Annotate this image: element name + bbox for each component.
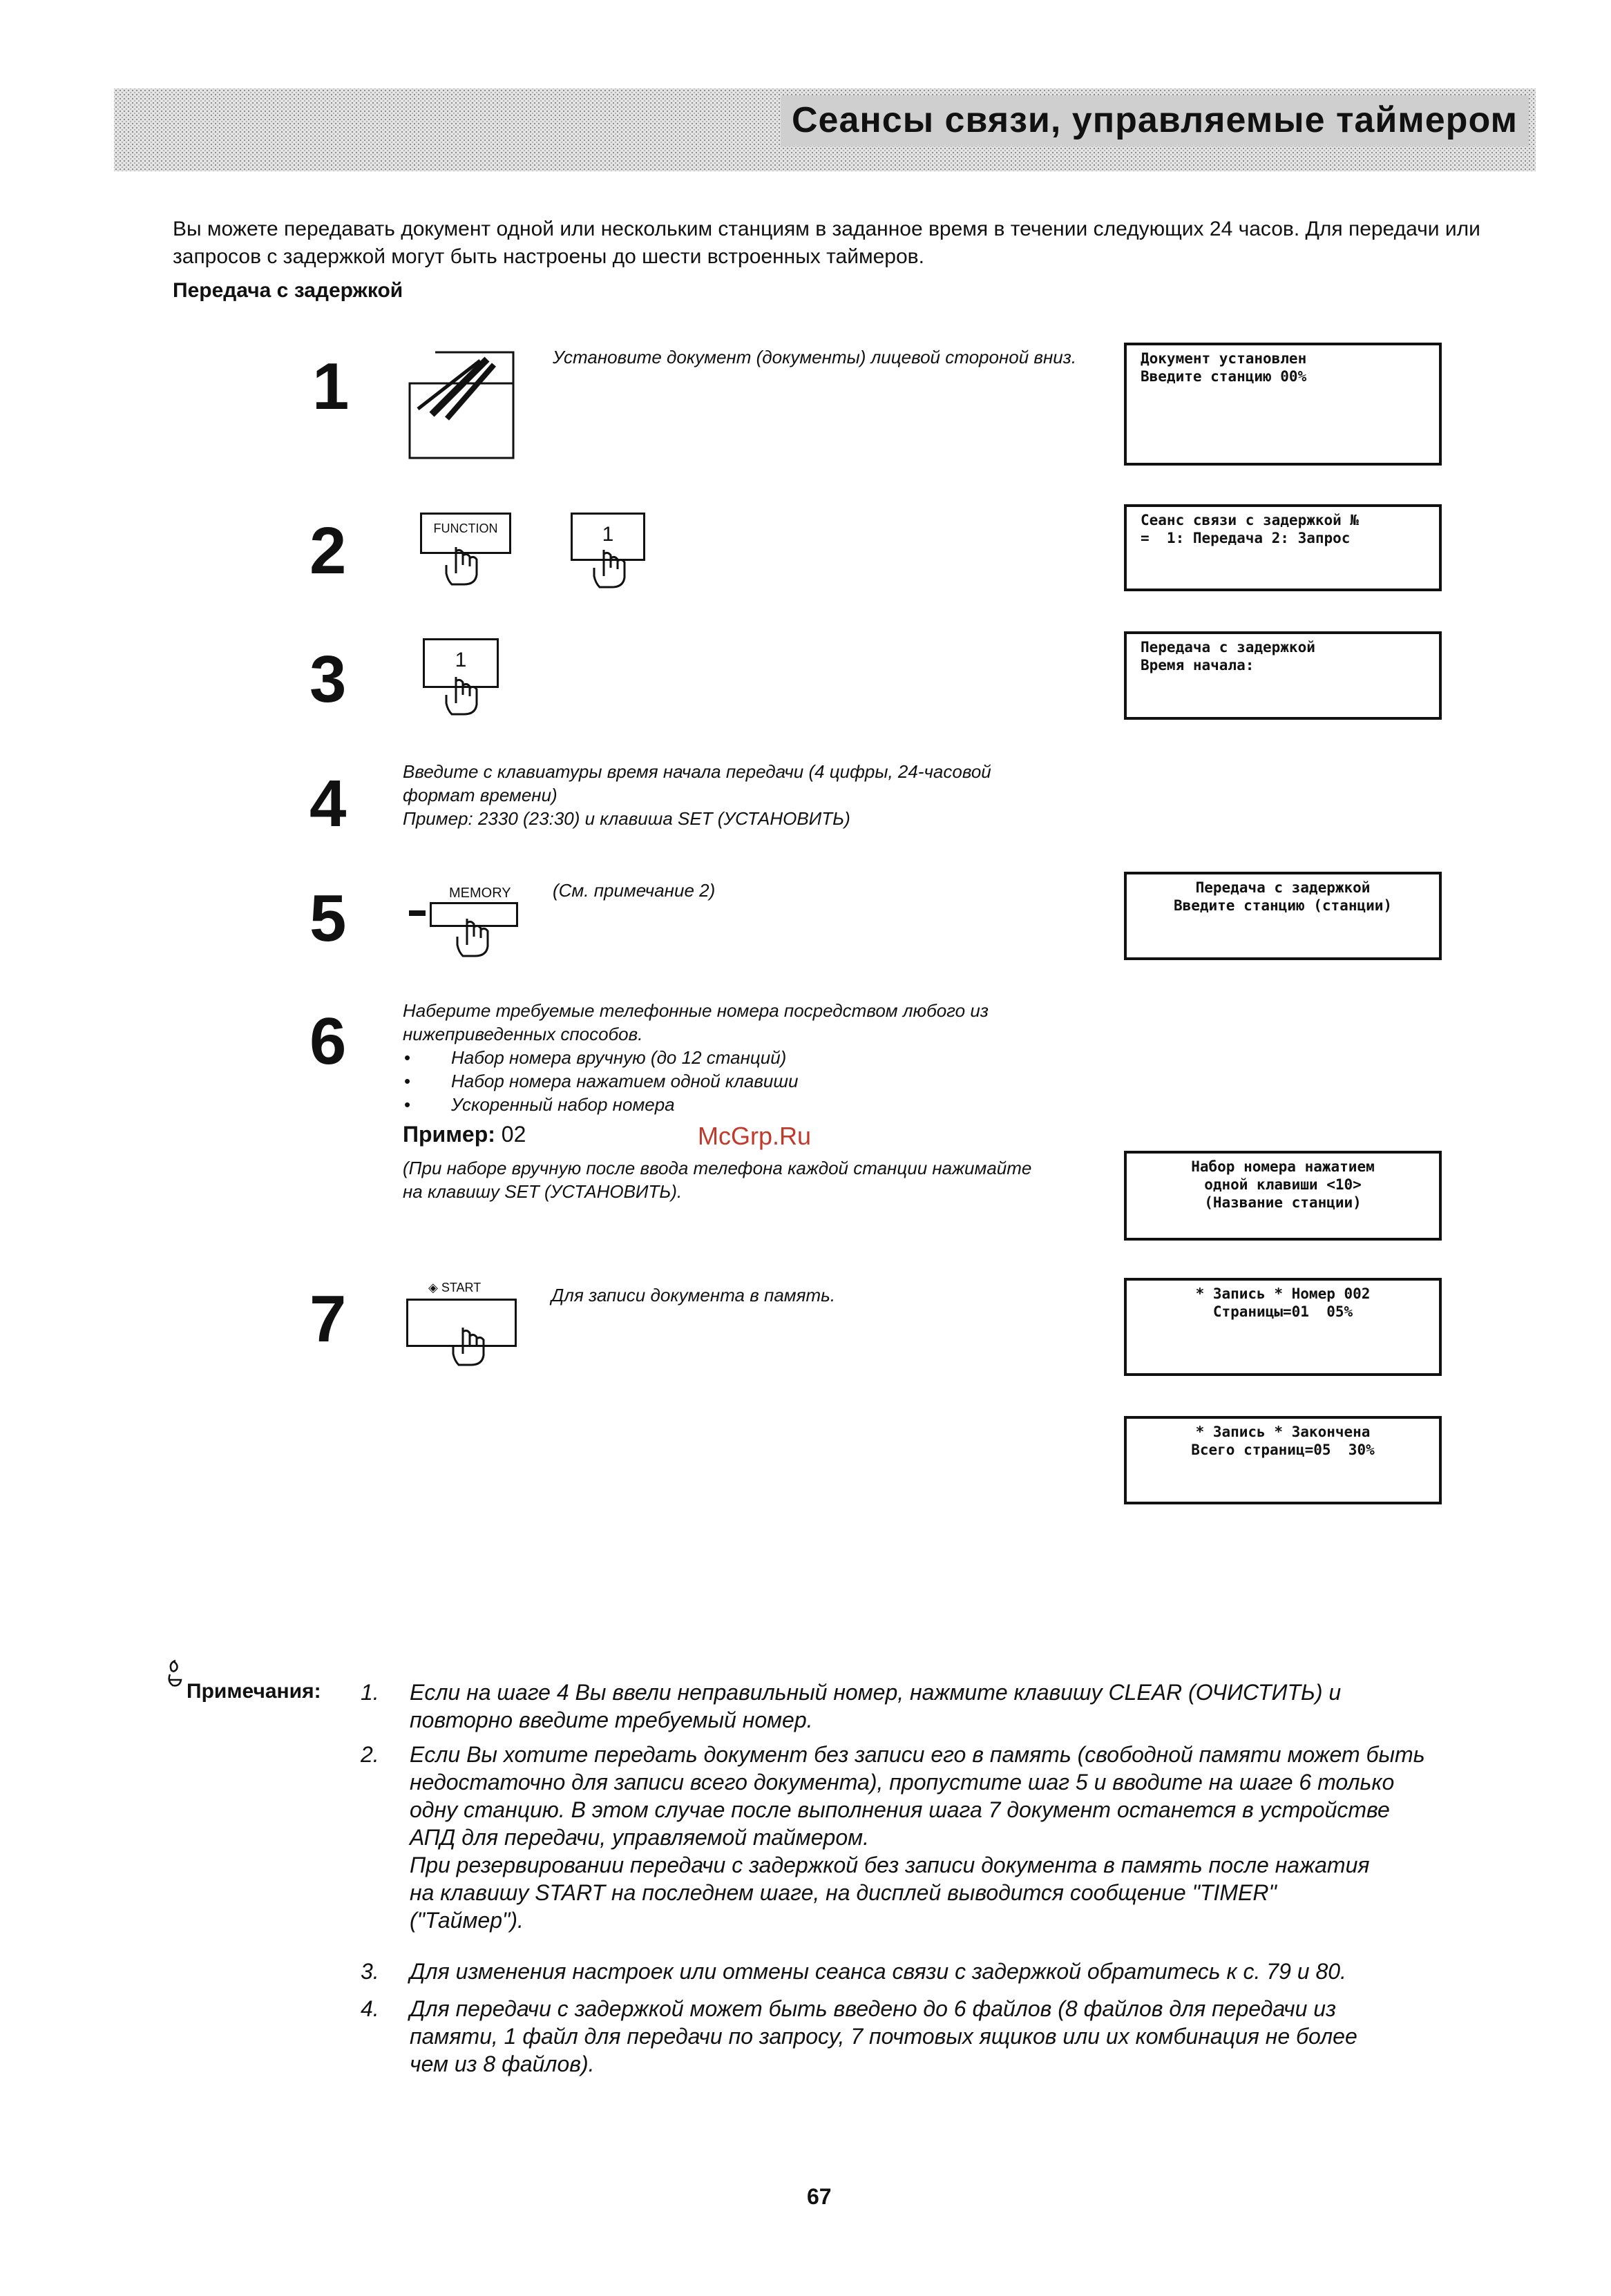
step-5-instruction: (См. примечание 2) <box>553 880 716 901</box>
note-1-number: 1. <box>361 1680 379 1705</box>
note-icon <box>166 1658 184 1688</box>
lcd-line: Передача с задержкой <box>1195 879 1371 896</box>
step-7-number: 7 <box>309 1282 347 1356</box>
note-4-number: 4. <box>361 1996 379 2021</box>
note-line: чем из 8 файлов). <box>410 2051 595 2076</box>
list-item: • Набор номера нажатием одной клавиши <box>403 1069 1128 1093</box>
dash-mark <box>409 910 426 916</box>
note-line: недостаточно для записи всего документа), пропустите шаг 5 и вводите на шаге 6 только <box>410 1770 1395 1795</box>
example-value: 02 <box>501 1122 526 1147</box>
lcd-line: = 1: Передача 2: Запрос <box>1141 530 1351 546</box>
note-line: повторно введите требуемый номер. <box>410 1707 813 1732</box>
lcd-line: Введите станцию (станции) <box>1173 897 1393 914</box>
lcd-line: Передача с задержкой <box>1141 639 1315 656</box>
instruction-line: формат времени) <box>403 785 557 805</box>
step-7-display-complete <box>1124 1416 1442 1504</box>
list-item: • Набор номера вручную (до 12 станций) <box>403 1046 1128 1069</box>
note-line: на клавишу SET (УСТАНОВИТЬ). <box>403 1181 683 1202</box>
step-6-note <box>403 1156 1128 1203</box>
step-3-display <box>1124 631 1442 720</box>
finger-press-icon <box>590 548 631 590</box>
note-line: Если Вы хотите передать документ без записи его в память (свободной памяти может быть <box>410 1742 1425 1767</box>
memory-key-label: MEMORY <box>449 886 511 901</box>
step-7-display <box>1124 1278 1442 1376</box>
start-key-text: START <box>441 1281 482 1294</box>
note-line: При резервировании передачи с задержкой без записи документа в память после нажатия <box>410 1853 1370 1877</box>
lcd-line: Сеанс связи с задержкой № <box>1141 512 1360 528</box>
step-1-instruction: Установите документ (документы) лицевой стороной вниз. <box>553 347 1077 367</box>
step-3-number: 3 <box>309 642 347 716</box>
example-label: Пример: <box>403 1122 495 1147</box>
lcd-line: Время начала: <box>1141 657 1255 673</box>
lcd-line: одной клавиши <10> <box>1204 1176 1362 1193</box>
document-icon <box>404 345 522 463</box>
instruction-line: Пример: 2330 (23:30) и клавиша SET (УСТАНОВИТЬ) <box>403 808 850 829</box>
lcd-line: Страницы=01 05% <box>1212 1303 1353 1320</box>
lcd-line: Всего страниц=05 30% <box>1191 1442 1375 1458</box>
note-2-number: 2. <box>361 1742 379 1767</box>
key-1-button[interactable]: 1 <box>571 513 645 561</box>
instruction-line: нижеприведенных способов. <box>403 1024 643 1044</box>
header-banner <box>114 88 1536 171</box>
note-line: на клавишу START на последнем шаге, на дисплей выводится сообщение "TIMER" <box>410 1880 1277 1905</box>
finger-press-icon <box>442 676 484 717</box>
lcd-line: Набор номера нажатием <box>1191 1158 1375 1175</box>
notes-label: Примечания: <box>187 1680 321 1703</box>
note-line: Для изменения настроек или отмены сеанса связи с задержкой обратитесь к с. 79 и 80. <box>410 1959 1346 1984</box>
note-2-text <box>410 1741 1611 1934</box>
step-6-number: 6 <box>309 1004 347 1078</box>
note-line: ("Таймер"). <box>410 1908 524 1933</box>
note-1-text <box>410 1678 1611 1734</box>
step-4-instruction <box>403 760 1128 830</box>
step-1-number: 1 <box>312 350 350 423</box>
intro-paragraph: Вы можете передавать документ одной или нескольким станциям в заданное время в течении следующих 24 часов. Для передачи или запросов с задержкой могут быть настроены до шести встроенных таймеров. <box>173 218 1480 268</box>
step-5-number: 5 <box>309 881 347 955</box>
note-line: памяти, 1 файл для передачи по запросу, 7 почтовых ящиков или их комбинация не более <box>410 2024 1357 2049</box>
step-6-instruction <box>403 999 1128 1116</box>
finger-press-icon <box>449 1326 490 1368</box>
step-6-display <box>1124 1151 1442 1241</box>
note-line: Если на шаге 4 Вы ввели неправильный номер, нажмите клавишу CLEAR (ОЧИСТИТЬ) и <box>410 1680 1342 1705</box>
start-key-label <box>428 1281 481 1295</box>
page-number: 67 <box>807 2184 832 2209</box>
lcd-line: * Запись * Номер 002 <box>1195 1285 1371 1302</box>
example-line <box>403 1122 526 1147</box>
watermark: McGrp.Ru <box>698 1122 812 1150</box>
finger-press-icon <box>442 546 484 587</box>
note-line: одну станцию. В этом случае после выполнения шага 7 документ останется в устройстве <box>410 1797 1390 1822</box>
lcd-line: (Название станции) <box>1204 1194 1362 1211</box>
section-heading: Передача с задержкой <box>173 279 403 302</box>
dial-method-list <box>403 1046 1128 1116</box>
step-2-display <box>1124 504 1442 591</box>
instruction-line: Наберите требуемые телефонные номера посредством любого из <box>403 1000 989 1021</box>
note-4-text <box>410 1995 1611 2078</box>
finger-press-icon <box>453 917 495 959</box>
step-1-display <box>1124 343 1442 466</box>
note-line: АПД для передачи, управляемой таймером. <box>410 1825 869 1850</box>
note-line: (При наборе вручную после ввода телефона каждой станции нажимайте <box>403 1158 1032 1178</box>
page-title: Сеансы связи, управляемые таймером <box>781 95 1529 146</box>
note-line: Для передачи с задержкой может быть введено до 6 файлов (8 файлов для передачи из <box>410 1996 1336 2021</box>
step-2-number: 2 <box>309 514 347 588</box>
step-5-display <box>1124 872 1442 960</box>
start-diamond-icon: ◈ <box>428 1281 438 1294</box>
note-3-number: 3. <box>361 1959 379 1984</box>
key-1-button[interactable]: 1 <box>423 638 499 688</box>
step-7-instruction: Для записи документа в память. <box>551 1285 836 1305</box>
lcd-line: * Запись * Закончена <box>1195 1424 1371 1440</box>
lcd-line: Введите станцию 00% <box>1141 368 1307 385</box>
step-4-number: 4 <box>309 767 347 841</box>
lcd-line: Документ установлен <box>1141 350 1307 367</box>
instruction-line: Введите с клавиатуры время начала передачи (4 цифры, 24-часовой <box>403 761 991 782</box>
function-key[interactable]: FUNCTION <box>420 513 511 554</box>
note-3-text <box>410 1958 1611 1985</box>
list-item: • Ускоренный набор номера <box>403 1093 1128 1116</box>
